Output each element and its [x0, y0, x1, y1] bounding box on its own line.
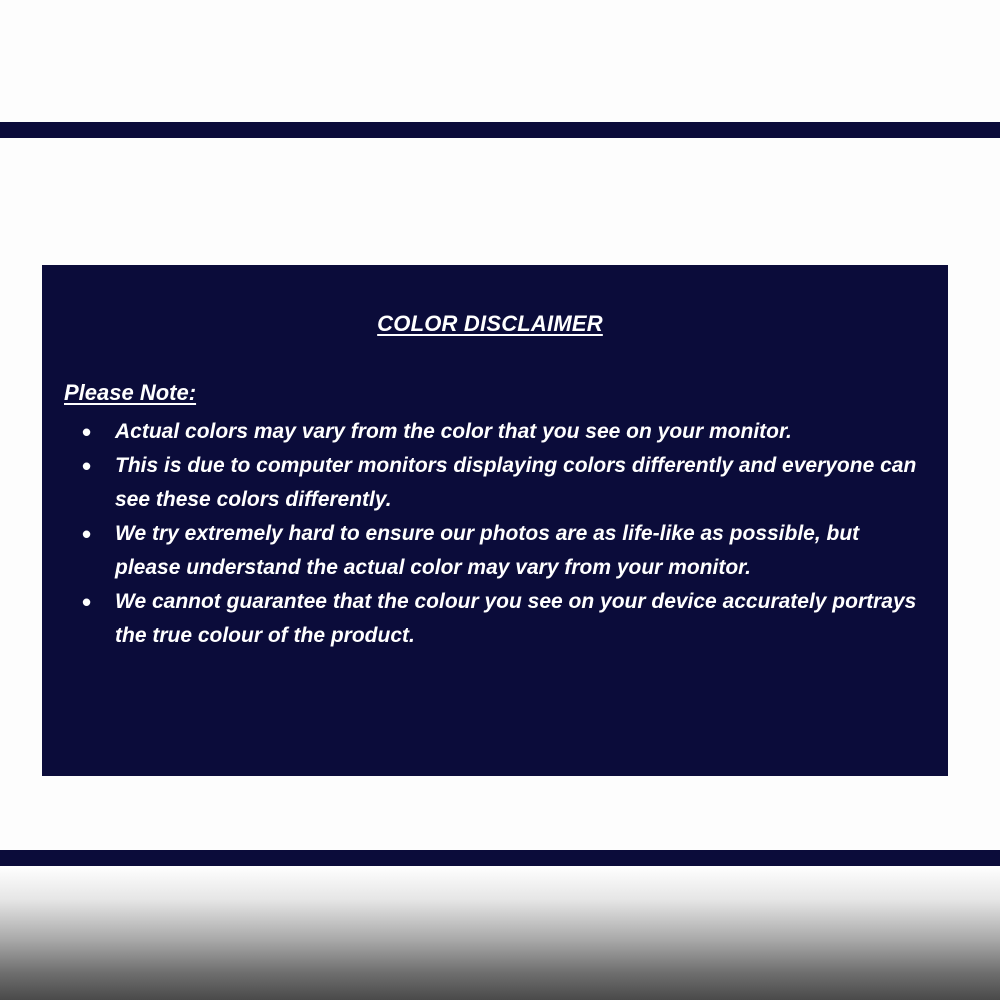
top-stripe: [0, 122, 1000, 138]
note-item-monitors: • This is due to computer monitors displaying colors differently and everyone can see these colors differently.: [78, 449, 928, 517]
bottom-stripe: [0, 850, 1000, 866]
note-heading: Please Note:: [64, 380, 197, 405]
disclaimer-panel: [42, 265, 948, 776]
note-list: [78, 415, 928, 653]
bottom-shadow: [0, 866, 1000, 1000]
note-item-photos: • We try extremely hard to ensure our photos are as life-like as possible, but please understand the actual color may vary from your monitor.: [78, 517, 928, 585]
disclaimer-title: COLOR DISCLAIMER: [377, 311, 603, 336]
note-item-guarantee: • We cannot guarantee that the colour you see on your device accurately portrays the true colour of the product.: [78, 585, 928, 653]
note-item-actual-colors: • Actual colors may vary from the color that you see on your monitor.: [78, 415, 928, 449]
